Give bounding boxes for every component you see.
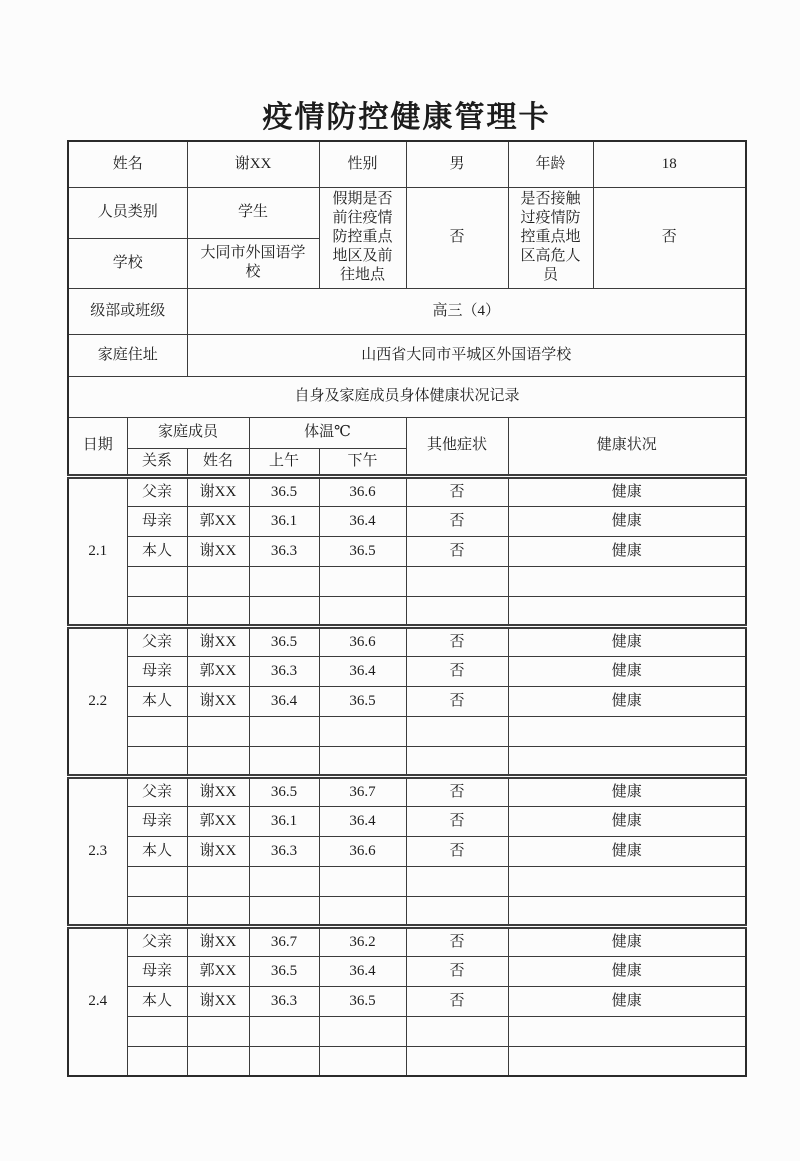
- school-value: 大同市外国语学 校: [187, 238, 319, 288]
- record-row: [68, 986, 746, 1016]
- temp-am-cell: [249, 566, 319, 596]
- health-status-cell: [508, 596, 746, 626]
- info-row-name: [68, 141, 746, 187]
- temp-pm-cell: 36.6: [319, 626, 406, 656]
- symptoms-cell: 否: [406, 476, 508, 506]
- temp-am-cell: 36.1: [249, 506, 319, 536]
- relation-cell: 本人: [127, 536, 187, 566]
- member-name-cell: [187, 566, 249, 596]
- temp-pm-cell: 36.5: [319, 986, 406, 1016]
- record-row: [68, 926, 746, 956]
- relation-cell: 母亲: [127, 806, 187, 836]
- relation-cell: 本人: [127, 986, 187, 1016]
- temp-am-cell: [249, 1016, 319, 1046]
- member-name-cell: 郭XX: [187, 806, 249, 836]
- relation-cell: [127, 566, 187, 596]
- health-status-cell: [508, 1046, 746, 1076]
- temp-pm-cell: 36.4: [319, 806, 406, 836]
- record-row-empty: [68, 866, 746, 896]
- health-status-cell: 健康: [508, 656, 746, 686]
- gender-value: 男: [406, 141, 508, 187]
- date-cell: 2.1: [68, 476, 127, 626]
- gender-label: 性别: [319, 141, 406, 187]
- symptoms-cell: 否: [406, 776, 508, 806]
- symptoms-cell: 否: [406, 986, 508, 1016]
- member-name-cell: 谢XX: [187, 476, 249, 506]
- relation-cell: [127, 896, 187, 926]
- pm-header: 下午: [319, 448, 406, 476]
- relation-cell: 父亲: [127, 926, 187, 956]
- temp-pm-cell: 36.5: [319, 686, 406, 716]
- date-cell: 2.3: [68, 776, 127, 926]
- temp-pm-cell: [319, 596, 406, 626]
- symptoms-cell: [406, 896, 508, 926]
- member-name-cell: 谢XX: [187, 986, 249, 1016]
- symptoms-cell: [406, 1046, 508, 1076]
- symptoms-cell: [406, 716, 508, 746]
- member-name-cell: [187, 896, 249, 926]
- temp-pm-cell: 36.4: [319, 506, 406, 536]
- relation-cell: [127, 746, 187, 776]
- temp-pm-cell: 36.4: [319, 656, 406, 686]
- record-row: [68, 506, 746, 536]
- address-value: 山西省大同市平城区外国语学校: [187, 334, 746, 376]
- temp-am-cell: 36.3: [249, 656, 319, 686]
- date-header: 日期: [68, 417, 127, 476]
- health-status-cell: 健康: [508, 626, 746, 656]
- grade-value: 高三（4）: [187, 288, 746, 334]
- contact-label: 是否接触 过疫情防 控重点地 区高危人 员: [508, 187, 593, 288]
- member-name-cell: [187, 1016, 249, 1046]
- symptoms-cell: 否: [406, 836, 508, 866]
- record-row: [68, 776, 746, 806]
- record-row-empty: [68, 1046, 746, 1076]
- relation-cell: 父亲: [127, 476, 187, 506]
- relation-cell: [127, 1046, 187, 1076]
- relation-cell: [127, 716, 187, 746]
- temp-pm-cell: [319, 746, 406, 776]
- person-type-value: 学生: [187, 187, 319, 238]
- record-row-empty: [68, 746, 746, 776]
- temp-am-cell: [249, 596, 319, 626]
- relation-cell: 母亲: [127, 656, 187, 686]
- symptoms-cell: [406, 596, 508, 626]
- health-status-cell: 健康: [508, 476, 746, 506]
- relation-cell: 本人: [127, 686, 187, 716]
- school-label: 学校: [68, 238, 187, 288]
- record-row: [68, 806, 746, 836]
- section-title-row: [68, 376, 746, 417]
- record-row-empty: [68, 596, 746, 626]
- temp-am-cell: 36.3: [249, 536, 319, 566]
- health-status-cell: [508, 716, 746, 746]
- temp-am-cell: [249, 746, 319, 776]
- address-label: 家庭住址: [68, 334, 187, 376]
- temp-am-cell: [249, 1046, 319, 1076]
- holiday-travel-value: 否: [406, 187, 508, 288]
- relation-cell: 父亲: [127, 776, 187, 806]
- temp-am-cell: 36.3: [249, 836, 319, 866]
- member-name-cell: [187, 1046, 249, 1076]
- symptoms-cell: 否: [406, 806, 508, 836]
- temp-header: 体温℃: [249, 417, 406, 448]
- relation-cell: [127, 1016, 187, 1046]
- member-name-cell: 谢XX: [187, 836, 249, 866]
- member-name-cell: [187, 866, 249, 896]
- am-header: 上午: [249, 448, 319, 476]
- temp-am-cell: 36.5: [249, 956, 319, 986]
- name-label: 姓名: [68, 141, 187, 187]
- record-row-empty: [68, 716, 746, 746]
- health-status-cell: 健康: [508, 776, 746, 806]
- health-status-cell: 健康: [508, 506, 746, 536]
- health-status-cell: [508, 896, 746, 926]
- temp-pm-cell: [319, 1046, 406, 1076]
- person-type-label: 人员类别: [68, 187, 187, 238]
- temp-pm-cell: 36.5: [319, 536, 406, 566]
- record-row: [68, 476, 746, 506]
- health-status-cell: 健康: [508, 956, 746, 986]
- contact-value: 否: [593, 187, 746, 288]
- age-label: 年龄: [508, 141, 593, 187]
- relation-cell: 母亲: [127, 956, 187, 986]
- health-status-cell: 健康: [508, 536, 746, 566]
- symptoms-cell: 否: [406, 506, 508, 536]
- date-cell: 2.4: [68, 926, 127, 1076]
- temp-am-cell: 36.1: [249, 806, 319, 836]
- member-name-cell: 谢XX: [187, 536, 249, 566]
- page-title: 疫情防控健康管理卡: [262, 101, 551, 134]
- name-value: 谢XX: [187, 141, 319, 187]
- record-row: [68, 626, 746, 656]
- member-name-cell: 谢XX: [187, 926, 249, 956]
- record-row: [68, 656, 746, 686]
- symptoms-cell: [406, 566, 508, 596]
- temp-pm-cell: 36.4: [319, 956, 406, 986]
- record-row: [68, 686, 746, 716]
- health-card-table: [67, 140, 747, 1077]
- symptoms-cell: 否: [406, 626, 508, 656]
- temp-am-cell: 36.5: [249, 626, 319, 656]
- holiday-travel-label: 假期是否 前往疫情 防控重点 地区及前 往地点: [319, 187, 406, 288]
- health-status-cell: 健康: [508, 836, 746, 866]
- relation-cell: 父亲: [127, 626, 187, 656]
- temp-pm-cell: 36.2: [319, 926, 406, 956]
- member-name-cell: 郭XX: [187, 506, 249, 536]
- member-name-cell: 谢XX: [187, 686, 249, 716]
- age-value: 18: [593, 141, 746, 187]
- record-header-row-1: [68, 417, 746, 448]
- health-status-cell: [508, 746, 746, 776]
- health-status-cell: 健康: [508, 986, 746, 1016]
- member-name-header: 姓名: [187, 448, 249, 476]
- health-status-cell: [508, 866, 746, 896]
- health-status-cell: 健康: [508, 686, 746, 716]
- temp-am-cell: 36.5: [249, 776, 319, 806]
- relation-cell: 母亲: [127, 506, 187, 536]
- section-title: 自身及家庭成员身体健康状况记录: [68, 376, 746, 417]
- record-row: [68, 836, 746, 866]
- info-row-grade: [68, 288, 746, 334]
- temp-am-cell: 36.5: [249, 476, 319, 506]
- symptoms-cell: 否: [406, 956, 508, 986]
- health-status-cell: [508, 1016, 746, 1046]
- temp-am-cell: [249, 716, 319, 746]
- family-header: 家庭成员: [127, 417, 249, 448]
- member-name-cell: 谢XX: [187, 626, 249, 656]
- temp-am-cell: [249, 866, 319, 896]
- temp-pm-cell: [319, 896, 406, 926]
- health-status-cell: 健康: [508, 806, 746, 836]
- temp-am-cell: 36.3: [249, 986, 319, 1016]
- symptoms-cell: 否: [406, 926, 508, 956]
- record-row: [68, 956, 746, 986]
- health-status-cell: [508, 566, 746, 596]
- grade-label: 级部或班级: [68, 288, 187, 334]
- info-row-address: [68, 334, 746, 376]
- record-row-empty: [68, 566, 746, 596]
- relation-cell: [127, 866, 187, 896]
- temp-am-cell: [249, 896, 319, 926]
- temp-pm-cell: [319, 716, 406, 746]
- temp-pm-cell: [319, 1016, 406, 1046]
- member-name-cell: [187, 596, 249, 626]
- record-row-empty: [68, 896, 746, 926]
- temp-pm-cell: 36.6: [319, 836, 406, 866]
- record-row: [68, 536, 746, 566]
- health-status-header: 健康状况: [508, 417, 746, 476]
- relation-cell: 本人: [127, 836, 187, 866]
- member-name-cell: [187, 746, 249, 776]
- symptoms-header: 其他症状: [406, 417, 508, 476]
- member-name-cell: [187, 716, 249, 746]
- temp-pm-cell: 36.6: [319, 476, 406, 506]
- temp-pm-cell: 36.7: [319, 776, 406, 806]
- record-row-empty: [68, 1016, 746, 1046]
- symptoms-cell: [406, 746, 508, 776]
- relation-header: 关系: [127, 448, 187, 476]
- health-status-cell: 健康: [508, 926, 746, 956]
- member-name-cell: 郭XX: [187, 656, 249, 686]
- relation-cell: [127, 596, 187, 626]
- symptoms-cell: 否: [406, 656, 508, 686]
- symptoms-cell: [406, 866, 508, 896]
- member-name-cell: 谢XX: [187, 776, 249, 806]
- info-row-person-type: [68, 187, 746, 238]
- symptoms-cell: [406, 1016, 508, 1046]
- temp-pm-cell: [319, 566, 406, 596]
- temp-am-cell: 36.7: [249, 926, 319, 956]
- temp-pm-cell: [319, 866, 406, 896]
- member-name-cell: 郭XX: [187, 956, 249, 986]
- date-cell: 2.2: [68, 626, 127, 776]
- symptoms-cell: 否: [406, 686, 508, 716]
- temp-am-cell: 36.4: [249, 686, 319, 716]
- symptoms-cell: 否: [406, 536, 508, 566]
